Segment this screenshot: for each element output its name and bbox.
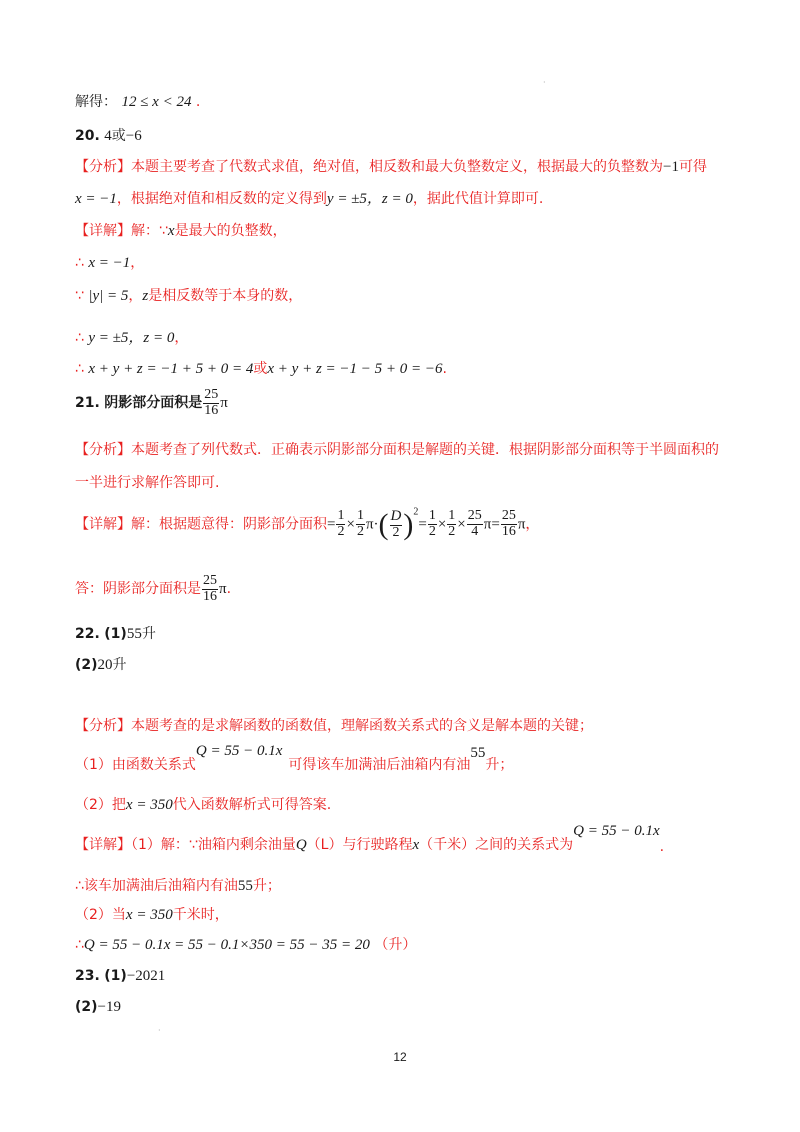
q22-step-3 bbox=[75, 936, 416, 956]
numerator: 25 bbox=[204, 387, 219, 402]
q22-analysis-2 bbox=[75, 796, 331, 816]
pi-symbol: π bbox=[483, 516, 492, 533]
analysis-text: 本题主要考查了代数式求值，绝对值，相反数和最大负整数定义，根据最大的负整数为 bbox=[131, 159, 663, 175]
analysis-text: 由函数关系式 bbox=[111, 757, 196, 773]
q21-answer-line bbox=[75, 574, 231, 604]
numerator: 1 bbox=[448, 508, 456, 524]
punctuation: ， bbox=[525, 516, 540, 533]
detail-tag: 【详解】 bbox=[75, 223, 131, 239]
q20-analysis-line-1 bbox=[75, 158, 707, 178]
q20-detail-line bbox=[75, 222, 287, 242]
q23-part-2 bbox=[75, 998, 121, 1018]
punctuation: . bbox=[226, 581, 232, 598]
equals-sign: = bbox=[418, 516, 427, 533]
therefore-symbol: ∴ bbox=[75, 255, 84, 271]
math-expr: z bbox=[142, 288, 149, 304]
q22-heading bbox=[75, 625, 156, 645]
q22-step-1 bbox=[75, 877, 281, 897]
pi-symbol: π bbox=[517, 516, 526, 533]
equals-sign: = bbox=[327, 516, 336, 533]
analysis-tag: 【分析】 bbox=[75, 718, 131, 734]
therefore-symbol: ∴ bbox=[75, 330, 84, 346]
math-expr: x = 350 bbox=[125, 797, 173, 813]
punctuation: . bbox=[659, 839, 665, 855]
math-expr: Q = 55 − 0.1x bbox=[573, 823, 660, 839]
fraction bbox=[501, 509, 517, 539]
math-expr: x = 350 bbox=[125, 907, 173, 923]
numerator: 1 bbox=[337, 508, 345, 524]
math-expr: |y| = 5 bbox=[88, 288, 129, 304]
denominator: 16 bbox=[501, 524, 516, 539]
times-sign: × bbox=[457, 516, 466, 533]
analysis-text: ，据此代值计算即可. bbox=[412, 191, 544, 207]
therefore-symbol: ∴ bbox=[75, 937, 84, 953]
analysis-text: 把 bbox=[111, 797, 126, 813]
detail-text: 升； bbox=[252, 878, 281, 894]
pi-symbol: π bbox=[219, 581, 227, 598]
question-number: 21. bbox=[75, 395, 100, 412]
detail-tag: 【详解】 bbox=[75, 837, 131, 853]
answer-text: 阴影部分面积是 bbox=[104, 395, 203, 412]
analysis-text: 可得该车加满油后油箱内有油 bbox=[288, 757, 471, 773]
pi-symbol: π bbox=[220, 395, 228, 412]
detail-text: 是相反数等于本身的数， bbox=[148, 288, 303, 304]
fraction bbox=[356, 509, 365, 539]
math-expr: y = ±5，z = 0 bbox=[326, 191, 413, 207]
analysis-tag: 【分析】 bbox=[75, 442, 131, 458]
q20-answer-b: −6 bbox=[125, 128, 142, 144]
math-expr: 55 bbox=[237, 878, 253, 894]
punctuation: . bbox=[442, 361, 447, 377]
detail-text: （千米）之间的关系式为 bbox=[419, 837, 574, 853]
detail-text: （L）与行驶路程 bbox=[306, 837, 413, 853]
q20-analysis-line-2 bbox=[75, 190, 543, 210]
detail-text: 是最大的负整数， bbox=[174, 223, 287, 239]
fraction bbox=[447, 509, 456, 539]
question-number: 20. bbox=[75, 128, 100, 144]
punctuation: ， bbox=[128, 288, 143, 304]
math-expr: x + y + z = −1 + 5 + 0 = 4 bbox=[88, 361, 254, 377]
q21-detail-line bbox=[75, 505, 539, 544]
question-number: 22. bbox=[75, 626, 100, 642]
denominator: 2 bbox=[356, 524, 364, 539]
q20-step-2 bbox=[75, 287, 302, 307]
answer-text: 答：阴影部分面积是 bbox=[75, 581, 201, 598]
part-label: (1) bbox=[104, 968, 127, 984]
math-expr: x bbox=[412, 837, 420, 853]
part-label: （1） bbox=[75, 757, 112, 773]
detail-tag: 【详解】 bbox=[75, 516, 131, 533]
times-sign: × bbox=[346, 516, 355, 533]
unit-text: （升） bbox=[374, 937, 417, 953]
q22-analysis-line bbox=[75, 717, 593, 735]
q22-detail-line bbox=[75, 824, 664, 864]
detail-text: ∴该车加满油后油箱内有油 bbox=[75, 878, 238, 894]
denominator: 2 bbox=[392, 524, 400, 540]
q20-step-4 bbox=[75, 360, 447, 380]
numerator: 25 bbox=[467, 508, 482, 524]
period: . bbox=[195, 94, 201, 110]
q21-analysis-line-1 bbox=[75, 441, 719, 459]
part-label: （2） bbox=[75, 797, 112, 813]
analysis-tag: 【分析】 bbox=[75, 159, 131, 175]
numerator: 25 bbox=[501, 508, 516, 524]
q19-solution-line bbox=[75, 93, 200, 113]
detail-text: （1）解：∵油箱内剩余油量 bbox=[131, 837, 296, 853]
denominator: 16 bbox=[204, 402, 219, 418]
fraction bbox=[336, 509, 345, 539]
analysis-text: 可得 bbox=[678, 159, 707, 175]
pi-symbol: π bbox=[365, 516, 374, 533]
exponent: 2 bbox=[413, 506, 419, 518]
analysis-text: 一半进行求解作答即可. bbox=[75, 475, 220, 491]
math-expr: x + y + z = −1 − 5 + 0 = −6 bbox=[267, 361, 443, 377]
numerator: 1 bbox=[428, 508, 436, 524]
fraction bbox=[202, 574, 218, 604]
denominator: 16 bbox=[203, 588, 217, 604]
analysis-text: 代入函数解析式可得答案. bbox=[172, 797, 332, 813]
q22-analysis-1 bbox=[75, 743, 514, 786]
fraction bbox=[428, 509, 437, 539]
q22-answer-1: 55 bbox=[126, 626, 142, 642]
q21-heading bbox=[75, 388, 228, 418]
unit-text: 升 bbox=[141, 626, 156, 642]
q22-part-2 bbox=[75, 656, 127, 676]
analysis-text: 本题考查了列代数式．正确表示阴影部分面积是解题的关键．根据阴影部分面积等于半圆面积的 bbox=[131, 442, 719, 458]
q23-heading bbox=[75, 967, 165, 987]
q20-step-3 bbox=[75, 329, 188, 349]
part-label: (2) bbox=[75, 999, 98, 1015]
fraction bbox=[467, 509, 483, 539]
detail-text: 解：根据题意得：阴影部分面积 bbox=[131, 516, 327, 533]
speck: · bbox=[543, 78, 546, 87]
numerator: 1 bbox=[356, 508, 364, 524]
denominator: 2 bbox=[337, 524, 345, 539]
solve-label: 解得： bbox=[75, 94, 117, 110]
times-sign: × bbox=[437, 516, 447, 533]
analysis-text: 本题考查的是求解函数的函数值，理解函数关系式的含义是解本题的关键； bbox=[131, 718, 593, 734]
detail-text: （2）当 bbox=[75, 907, 126, 923]
math-expr: y = ±5，z = 0 bbox=[88, 330, 175, 346]
right-paren: ) bbox=[403, 508, 414, 541]
q23-answer-2: −19 bbox=[97, 999, 122, 1015]
numerator: D bbox=[390, 507, 402, 524]
analysis-text: ，根据绝对值和相反数的定义得到 bbox=[116, 191, 327, 207]
denominator: 4 bbox=[471, 524, 479, 539]
part-label: (1) bbox=[104, 626, 127, 642]
q22-answer-2: 20 bbox=[97, 657, 113, 673]
therefore-symbol: ∴ bbox=[75, 361, 84, 377]
fraction bbox=[390, 509, 403, 540]
detail-text: 解：∵ bbox=[131, 223, 168, 239]
math-expr: Q = 55 − 0.1x = 55 − 0.1×350 = 55 − 35 = 20 bbox=[83, 937, 370, 953]
math-expr: Q bbox=[295, 837, 307, 853]
q20-heading bbox=[75, 127, 142, 147]
math-expr: −1 bbox=[663, 159, 679, 175]
q20-step-1 bbox=[75, 254, 144, 274]
speck: · bbox=[158, 1026, 161, 1035]
equals-sign: = bbox=[491, 516, 500, 533]
q22-step-2 bbox=[75, 906, 229, 926]
unit-text: 升 bbox=[112, 657, 127, 673]
analysis-text: 升； bbox=[485, 757, 514, 773]
punctuation: ， bbox=[174, 330, 189, 346]
numerator: 25 bbox=[203, 573, 217, 588]
part-label: (2) bbox=[75, 657, 98, 673]
because-symbol: ∵ bbox=[75, 288, 84, 304]
or-word: 或 bbox=[253, 361, 268, 377]
math-expr: 55 bbox=[470, 745, 486, 761]
math-expr: Q = 55 − 0.1x bbox=[195, 743, 283, 759]
denominator: 2 bbox=[428, 524, 436, 539]
punctuation: ， bbox=[130, 255, 145, 271]
or-word: 或 bbox=[111, 128, 126, 144]
fraction bbox=[203, 388, 219, 418]
page-number: 12 bbox=[393, 1050, 407, 1064]
left-paren: ( bbox=[378, 508, 389, 541]
dot-operator: · bbox=[373, 516, 379, 533]
denominator: 2 bbox=[448, 524, 456, 539]
q23-answer-1: −2021 bbox=[126, 968, 166, 984]
q19-answer: 12 ≤ x < 24 bbox=[121, 94, 192, 110]
question-number: 23. bbox=[75, 968, 100, 984]
q21-analysis-line-2 bbox=[75, 474, 219, 492]
detail-text: 千米时， bbox=[172, 907, 229, 923]
math-expr: x bbox=[167, 223, 175, 239]
math-expr: x = −1 bbox=[75, 191, 117, 207]
math-expr: x = −1 bbox=[88, 255, 131, 271]
q20-answer-a: 4 bbox=[104, 128, 112, 144]
